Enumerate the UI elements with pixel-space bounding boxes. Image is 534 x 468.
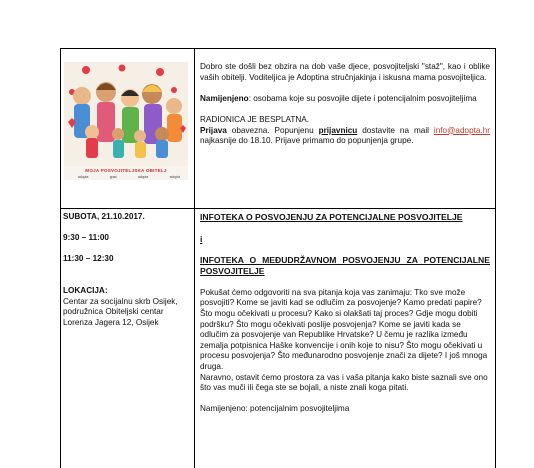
prijavnica-link[interactable]: prijavnicu (318, 125, 358, 135)
schedule-cell (63, 212, 191, 329)
infoteka-audience: Namijenjeno: potencijalnim posvojiteljima (200, 404, 350, 414)
sponsor-logos (78, 174, 180, 179)
table-row-divider (60, 208, 496, 209)
intro-cell (200, 62, 490, 147)
infoteka-body: Pokušat ćemo odgovoriti na sva pitanja koja vas zanimaju: Tko sve može posvojiti? Kome se javiti kad se odlučim za posvojenje? Kamo predati papire? Što mogu očekivati u procesu? Kako si olakšati taj proces? Gdje mogu dobiti podršku? Što mogu očekivati poslije posvojenja? Kome se javiti kada se odlučim za posvojenje van Republike Hrvatske? U čemu je razlika između zemalja potpisnica Haške konvencije i onih koje to nisu? Što mogu očekivati u procesu posvojenja? Što međunarodno posvojenje znači za dijete? I još mnoga druga. (200, 287, 488, 371)
poster-caption: MOJA POSVOJITELJSKA OBITELJ (85, 168, 167, 173)
infoteka-cell (200, 212, 490, 415)
location-text: Centar za socijalnu skrb Osijek, podružnica Obiteljski centar Lorenza Jagera 12, Osijek (63, 296, 178, 327)
time-slot: 11:30 – 12:30 (63, 254, 114, 264)
namijenjeno-label: Namijenjeno (200, 93, 249, 103)
sponsor-logo: adopta (169, 174, 180, 179)
infoteka-body: Naravno, ostavit ćemo prostora za vas i vaša pitanja kako biste saznali sve ono što vas muči ili čega ste se bojali, a niste znali koga pitati. (200, 372, 488, 393)
email-link[interactable]: info@adopta.hr (433, 125, 490, 135)
sponsor-logo: adopta (137, 174, 149, 179)
infoteka-conjunction: i (200, 233, 203, 244)
sponsor-logo: grad (109, 174, 117, 179)
table-border-left (60, 48, 61, 468)
poster-image (64, 62, 188, 180)
location-label: LOKACIJA: (63, 286, 108, 296)
event-date: SUBOTA, 21.10.2017. (63, 212, 145, 221)
table-divider (194, 48, 195, 468)
registration-info (200, 126, 490, 147)
intro-audience (200, 94, 490, 105)
time-slot: 9:30 – 11:00 (63, 233, 109, 243)
table-border-top (60, 48, 496, 49)
prijava-text: obavezna. Popunjenu (226, 125, 319, 135)
intro-paragraph: Dobro ste došli bez obzira na dob vaše djece, posvojiteljski "staž", kao i oblike vaših obitelji. Voditeljica je Adoptina stručnjakinja i iskusna mama posvojiteljica. (200, 62, 490, 82)
prijava-text: dostavite na mail (357, 125, 434, 135)
sponsor-logo: adopta (78, 174, 89, 179)
free-notice: RADIONICA JE BESPLATNA. (200, 114, 310, 124)
namijenjeno-text: : osobama koje su posvojile dijete i potencijalnim posvojiteljima (248, 93, 477, 103)
prijava-text: najkasnije do 18.10. Prijave primamo do popunjenja grupe. (200, 136, 414, 146)
family-drawing-illustration (64, 62, 188, 166)
infoteka-title: INFOTEKA O POSVOJENJU ZA POTENCIJALNE POSVOJITELJE (200, 212, 463, 222)
infoteka-title-international: INFOTEKA O MEĐUDRŽAVNOM POSVOJENJU ZA POTENCIJALNE POSVOJITELJE (200, 255, 490, 277)
prijava-label: Prijava (200, 125, 227, 135)
table-border-right (495, 48, 496, 468)
